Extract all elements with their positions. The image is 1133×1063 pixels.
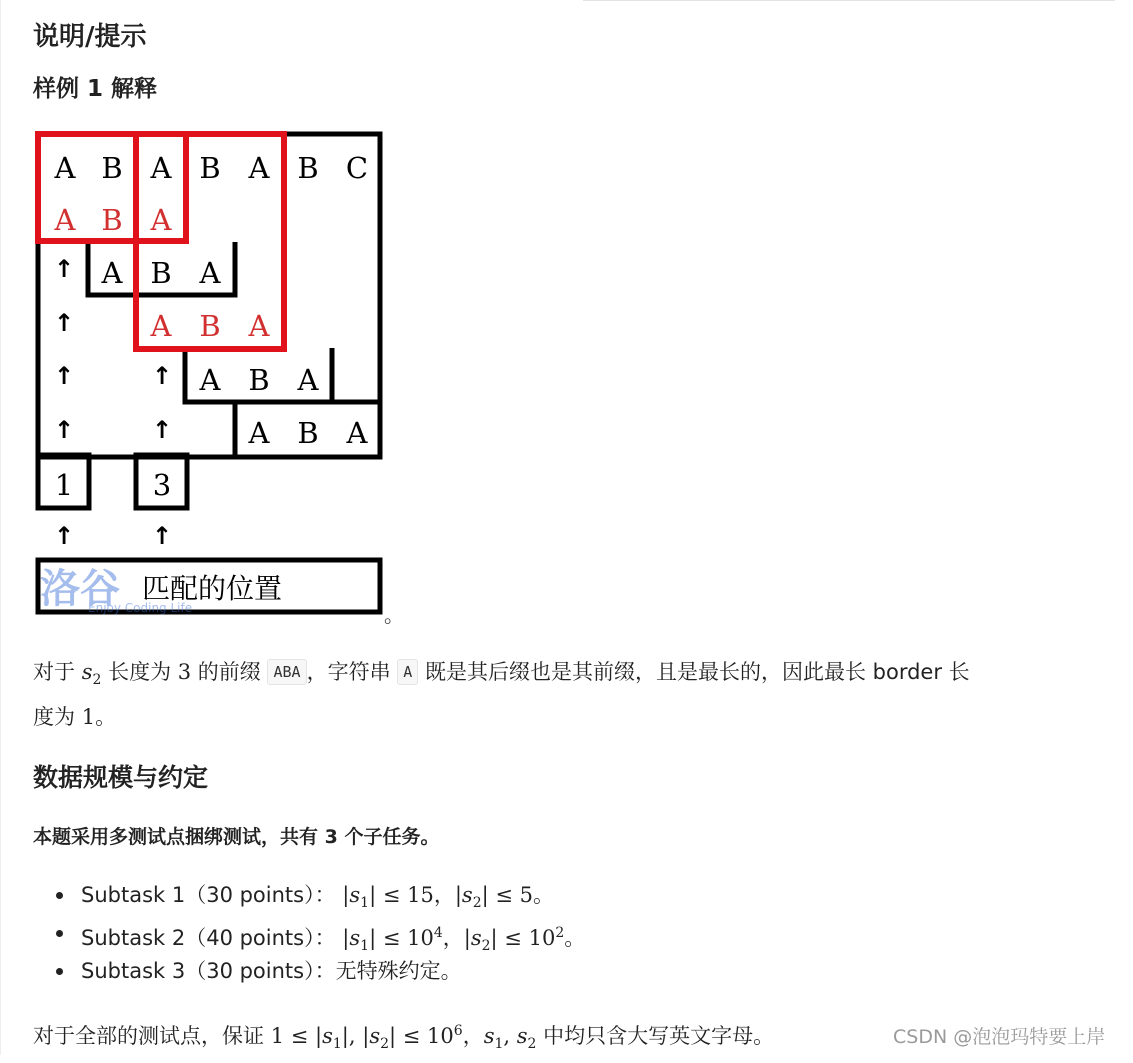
position-number: 1 xyxy=(54,468,74,502)
up-arrow-icon: ↑ xyxy=(53,362,75,390)
inline-code-a: A xyxy=(397,659,418,685)
match-row-1-letter: A xyxy=(150,203,172,237)
match-row-2-letter: B xyxy=(199,309,221,343)
data-scale-heading: 数据规模与约定 xyxy=(33,763,209,792)
shift-row-1-letter: A xyxy=(101,256,123,290)
subtask-item: Subtask 2（40 points）： $|s_1| \le 10^4$，$|s_2| \le 10^2$。 xyxy=(33,914,585,952)
kmp-matching-figure xyxy=(0,0,420,630)
up-arrow-icon: ↑ xyxy=(53,522,75,550)
shift-row-1-letter: B xyxy=(150,256,172,290)
top-row-letter: C xyxy=(345,151,369,185)
shift-row-2-letter: A xyxy=(199,363,221,397)
up-arrow-icon: ↑ xyxy=(53,416,75,444)
match-row-2-letter: A xyxy=(248,309,270,343)
top-divider xyxy=(583,0,1115,1)
figure-trailing-period: 。 xyxy=(384,603,404,627)
bullet-icon xyxy=(56,968,63,975)
up-arrow-icon: ↑ xyxy=(151,362,173,390)
bullet-icon xyxy=(56,892,63,899)
up-arrow-icon: ↑ xyxy=(151,416,173,444)
shift-row-1-letter: A xyxy=(199,256,221,290)
top-row-letter: A xyxy=(248,151,270,185)
shift-row-3-letter: A xyxy=(248,416,270,450)
match-row-1-letter: A xyxy=(54,203,76,237)
sample-explain-heading: 样例 1 解释 xyxy=(33,76,158,102)
guarantee-paragraph: 对于全部的测试点，保证 $1 \le |s_1|$, $|s_2| \le 10^6$，$s_1$, $s_2$ 中均只含大写英文字母。 xyxy=(33,1023,775,1053)
shift-row-2-letter: B xyxy=(248,363,270,397)
top-row-letter: B xyxy=(101,151,123,185)
top-row-letter: B xyxy=(199,151,221,185)
up-arrow-icon: ↑ xyxy=(53,309,75,337)
top-row-letter: A xyxy=(54,151,76,185)
svg-text:洛谷: 洛谷 xyxy=(40,566,120,612)
position-number: 3 xyxy=(152,468,172,502)
svg-text:Enjoy Coding Life: Enjoy Coding Life xyxy=(88,601,193,615)
shift-row-2-letter: A xyxy=(297,363,319,397)
subtask-item: Subtask 1（30 points）： $|s_1| \le 15$，$|s_2| \le 5$。 xyxy=(33,876,585,914)
sample-explanation-paragraph: 对于 $s_2$ 长度为 3 的前缀 ABA ，字符串 A 既是其后缀也是其前缀，且是最长的，因此最长 border 长 度为 1。 xyxy=(33,660,970,730)
subtask-list xyxy=(33,876,585,990)
inline-code-aba: ABA xyxy=(267,659,306,685)
csdn-watermark: CSDN @泡泡玛特要上岸 xyxy=(893,1026,1106,1048)
subtask-item: Subtask 3（30 points）：无特殊约定。 xyxy=(33,952,585,990)
shift-row-3-letter: B xyxy=(297,416,319,450)
match-row-1-letter: B xyxy=(101,203,123,237)
figure-caption: 匹配的位置 xyxy=(141,572,283,605)
up-arrow-icon: ↑ xyxy=(151,522,173,550)
bundled-tests-note: 本题采用多测试点捆绑测试，共有 3 个子任务。 xyxy=(33,826,440,848)
top-row-letter: A xyxy=(150,151,172,185)
up-arrow-icon: ↑ xyxy=(53,255,75,283)
bullet-icon xyxy=(56,930,63,937)
shift-row-3-letter: A xyxy=(346,416,368,450)
top-row-letter: B xyxy=(297,151,319,185)
section-heading-hint: 说明/提示 xyxy=(33,22,147,52)
match-row-2-letter: A xyxy=(150,309,172,343)
